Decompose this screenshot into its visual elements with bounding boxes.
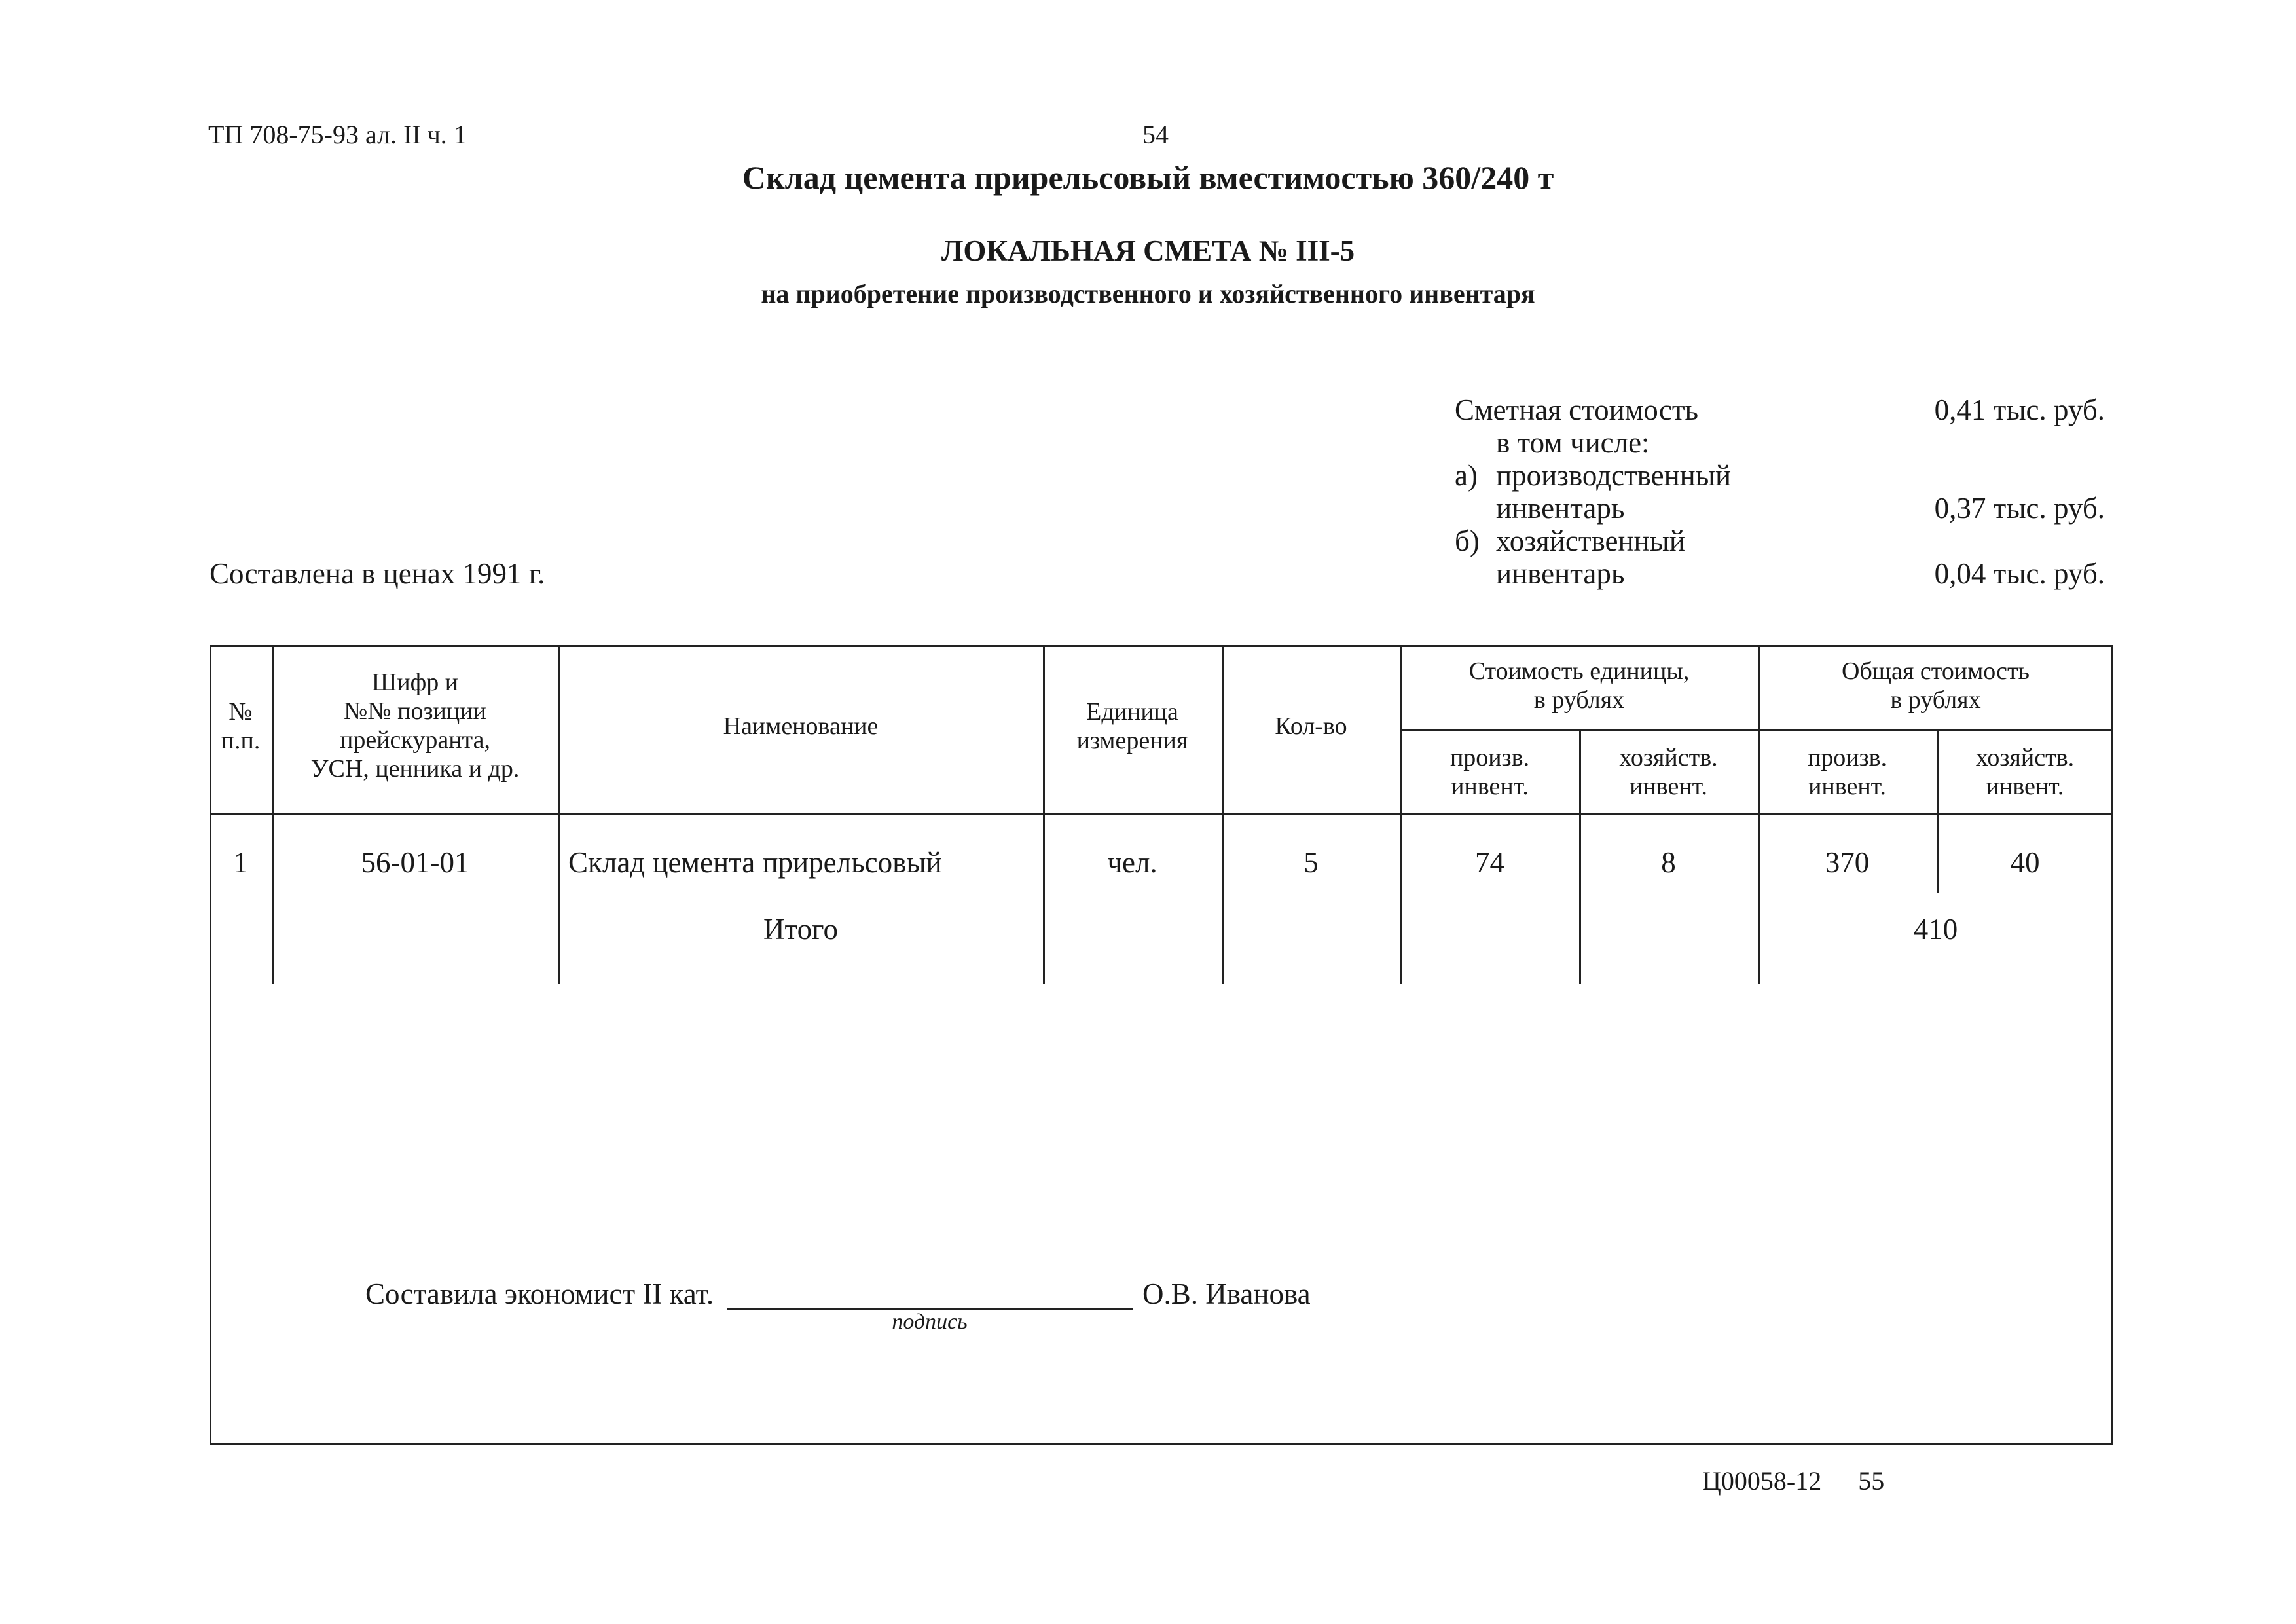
- document-code: ТП 708-75-93 ал. II ч. 1: [208, 120, 467, 149]
- table-header-divider: [210, 813, 2113, 815]
- column-divider: [1222, 645, 1224, 984]
- header-prod-line2: инвент.: [1808, 773, 1886, 800]
- item-a-label-line1: производственный: [1496, 459, 1732, 492]
- header-house-line2: инвент.: [1630, 773, 1707, 800]
- signer-name: О.В. Иванова: [1142, 1278, 1311, 1310]
- signature-label: Составила экономист II кат.: [365, 1278, 714, 1310]
- estimate-subtitle: на приобретение производственного и хозяйственного инвентаря: [761, 279, 1535, 308]
- header-unit-cost-line2: в рублях: [1533, 686, 1625, 714]
- row-num: 1: [233, 846, 248, 879]
- header-unit-line2: измерения: [1076, 727, 1188, 754]
- row-unit-prod: 74: [1475, 846, 1504, 879]
- total-cost-label: Сметная стоимость: [1455, 394, 1699, 426]
- total-value: 410: [1913, 913, 1958, 946]
- header-unit-line1: Единица: [1086, 698, 1178, 726]
- header-num-line2: п.п.: [221, 727, 261, 754]
- row-unit: чел.: [1107, 846, 1157, 879]
- header-code-line2: №№ позиции: [344, 697, 486, 725]
- header-total-house: [1937, 743, 2113, 801]
- row-unit-house: 8: [1661, 846, 1676, 879]
- prices-note: Составлена в ценах 1991 г.: [210, 557, 545, 590]
- header-house-line1: хозяйств.: [1619, 744, 1718, 771]
- header-unit-house: [1579, 743, 1758, 801]
- header-code-line4: УСН, ценника и др.: [310, 755, 520, 783]
- header-house-line1: хозяйств.: [1975, 744, 2075, 771]
- item-a-label-line2: инвентарь: [1496, 492, 1625, 525]
- item-a-marker: а): [1455, 459, 1478, 492]
- column-divider: [1043, 645, 1045, 984]
- including-label: в том числе:: [1496, 426, 1650, 459]
- header-unit-prod: [1400, 743, 1579, 801]
- total-label: Итого: [763, 913, 838, 946]
- signature-caption: подпись: [892, 1310, 968, 1334]
- header-total-cost-line2: в рублях: [1890, 686, 1981, 714]
- page-title: Склад цемента прирельсовый вместимостью 360/240 т: [742, 159, 1554, 196]
- row-qty: 5: [1303, 846, 1319, 879]
- estimate-title: ЛОКАЛЬНАЯ СМЕТА № III-5: [941, 234, 1355, 267]
- header-total-prod: [1758, 743, 1937, 801]
- header-code-line1: Шифр и: [371, 669, 459, 696]
- header-total-cost-line1: Общая стоимость: [1842, 657, 2030, 685]
- footer-page-number: 55: [1858, 1466, 1885, 1496]
- item-b-label-line1: хозяйственный: [1496, 525, 1685, 557]
- header-code: [272, 668, 558, 783]
- header-house-line2: инвент.: [1986, 773, 2064, 800]
- header-total-cost: [1758, 657, 2113, 714]
- row-total-prod: 370: [1825, 846, 1870, 879]
- header-qty: Кол-во: [1275, 712, 1347, 740]
- footer-doc-code: Ц00058-12: [1702, 1466, 1822, 1496]
- header-unit: [1043, 697, 1222, 755]
- item-b-marker: б): [1455, 525, 1480, 557]
- row-total-house: 40: [2010, 846, 2040, 879]
- total-cost-value: 0,41 тыс. руб.: [1934, 394, 2105, 426]
- header-num-line1: №: [228, 698, 253, 726]
- footer-code: [1702, 1466, 1884, 1496]
- header-prod-line1: произв.: [1807, 744, 1887, 771]
- page-number: 54: [1142, 120, 1169, 149]
- header-num: [210, 697, 272, 755]
- header-code-line3: прейскуранта,: [340, 726, 490, 754]
- row-name: Склад цемента прирельсовый: [568, 846, 942, 879]
- row-code: 56-01-01: [361, 846, 469, 879]
- header-name: Наименование: [723, 712, 879, 740]
- header-prod-line2: инвент.: [1451, 773, 1529, 800]
- item-b-label-line2: инвентарь: [1496, 557, 1625, 590]
- header-prod-line1: произв.: [1449, 744, 1530, 771]
- item-b-value: 0,04 тыс. руб.: [1934, 557, 2105, 590]
- table-group-header-divider: [1400, 729, 2113, 731]
- header-unit-cost: [1400, 657, 1758, 714]
- item-a-value: 0,37 тыс. руб.: [1934, 492, 2105, 525]
- header-unit-cost-line1: Стоимость единицы,: [1468, 657, 1690, 685]
